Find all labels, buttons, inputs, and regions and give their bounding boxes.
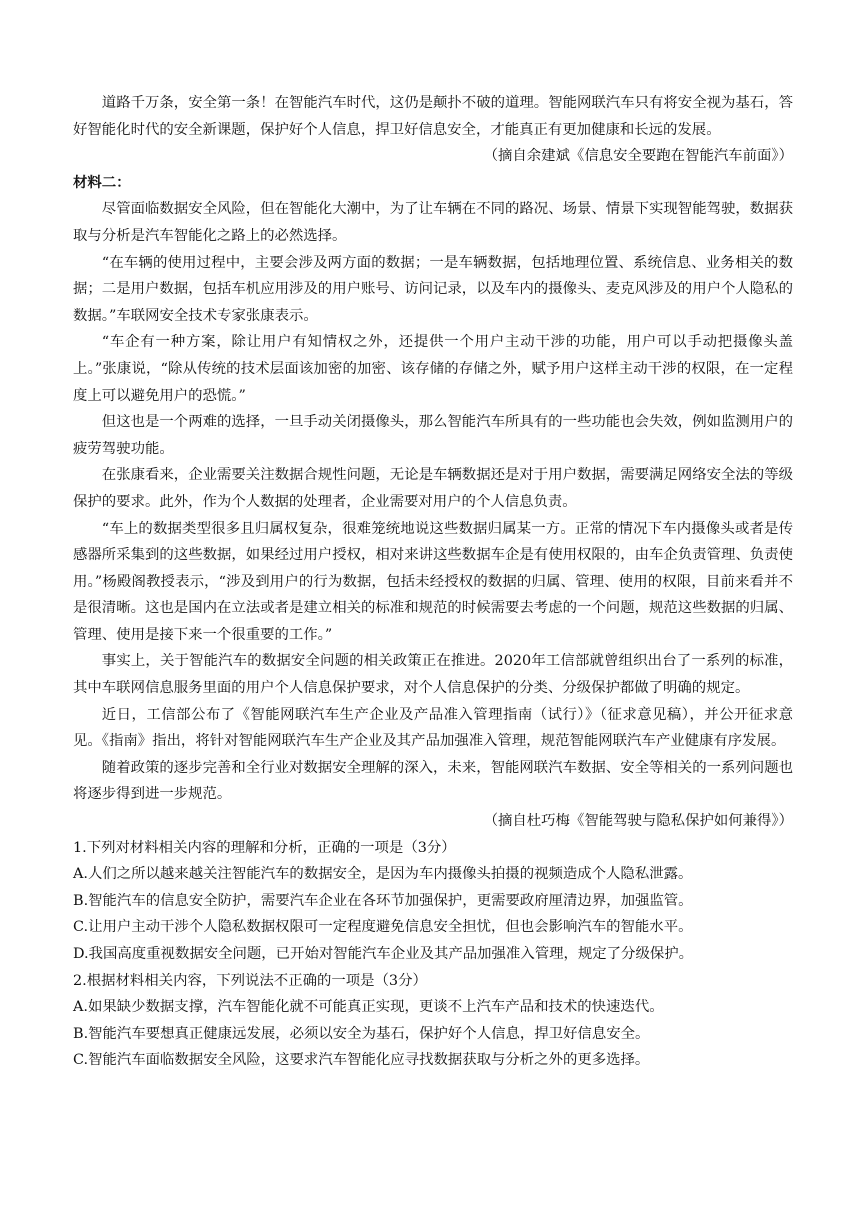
material-two-paragraph: 事实上，关于智能汽车的数据安全问题的相关政策正在推进。2020年工信部就曾组织出台了一系列的标准，其中车联网信息服务里面的用户个人信息保护要求，对个人信息保护的分类、分级保护都做了明确的规定。 bbox=[73, 653, 793, 697]
material-two-paragraph: 近日，工信部公布了《智能网联汽车生产企业及产品准入管理指南（试行）》（征求意见稿），并公开征求意见。《指南》指出，将针对智能网联汽车生产企业及其产品加强准入管理，规范智能网联汽车产业健康有序发展。 bbox=[73, 706, 793, 750]
material-two-paragraph: 随着政策的逐步完善和全行业对数据安全理解的深入，未来，智能网联汽车数据、安全等相关的一系列问题也将逐步得到进一步规范。 bbox=[73, 759, 793, 803]
material-one-closing-paragraph: 道路千万条，安全第一条！在智能汽车时代，这仍是颠扑不破的道理。智能网联汽车只有将安全视为基石，答好智能化时代的安全新课题，保护好个人信息，捍卫好信息安全，才能真正有更加健康和长远的发展。 bbox=[73, 95, 793, 138]
material-two-source: （摘自杜巧梅《智能驾驶与隐私保护如何兼得》） bbox=[483, 813, 793, 830]
exam-page bbox=[73, 90, 793, 1074]
question-1-option-a: A.人们之所以越来越关注智能汽车的数据安全，是因为车内摄像头拍摄的视频造成个人隐私泄露。 bbox=[73, 866, 693, 883]
question-2-option-a: A.如果缺少数据支撑，汽车智能化就不可能真正实现，更谈不上汽车产品和技术的快速迭代。 bbox=[73, 999, 664, 1016]
material-one-source: （摘自余建斌《信息安全要跑在智能汽车前面》） bbox=[483, 148, 793, 165]
question-1-option-d: D.我国高度重视数据安全问题，已开始对智能汽车企业及其产品加强准入管理，规定了分级保护。 bbox=[73, 946, 694, 962]
material-two-paragraph: “在车辆的使用过程中，主要会涉及两方面的数据；一是车辆数据，包括地理位置、系统信息、业务相关的数据；二是用户数据，包括车机应用涉及的用户账号、访问记录，以及车内的摄像头、麦克风涉及的用户个人隐私的数据。”车联网安全技术专家张康表示。 bbox=[73, 254, 793, 324]
material-two-paragraph: 但这也是一个两难的选择，一旦手动关闭摄像头，那么智能汽车所具有的一些功能也会失效，例如监测用户的疲劳驾驶功能。 bbox=[73, 414, 793, 457]
question-2-stem: 2.根据材料相关内容，下列说法不正确的一项是（3分） bbox=[73, 972, 427, 989]
question-1-option-b: B.智能汽车的信息安全防护，需要汽车企业在各环节加强保护，更需要政府厘清边界，加强监管。 bbox=[73, 892, 693, 909]
material-two-paragraph: 在张康看来，企业需要关注数据合规性问题，无论是车辆数据还是对于用户数据，需要满足网络安全法的等级保护的要求。此外，作为个人数据的处理者，企业需要对用户的个人信息负责。 bbox=[73, 467, 793, 510]
question-1-stem: 1.下列对材料相关内容的理解和分析，正确的一项是（3分） bbox=[73, 839, 456, 856]
material-two-heading: 材料二： bbox=[73, 173, 131, 191]
question-2-option-b: B.智能汽车要想真正健康远发展，必须以安全为基石，保护好个人信息，捍卫好信息安全。 bbox=[73, 1025, 650, 1042]
question-2-option-c: C.智能汽车面临数据安全风险，这要求汽车智能化应寻找数据获取与分析之外的更多选择。 bbox=[73, 1052, 650, 1069]
material-two-paragraph: “车企有一种方案，除让用户有知情权之外，还提供一个用户主动干涉的功能，用户可以手动把摄像头盖上。”张康说，“除从传统的技术层面该加密的加密、该存储的存储之外，赋予用户这样主动干涉的权限，在一定程度上可以避免用户的恐慌。” bbox=[73, 334, 793, 404]
question-1-option-c: C.让用户主动干涉个人隐私数据权限可一定程度避免信息安全担忧，但也会影响汽车的智能水平。 bbox=[73, 919, 693, 936]
material-two-paragraph: “车上的数据类型很多且归属权复杂，很难笼统地说这些数据归属某一方。正常的情况下车内摄像头或者是传感器所采集到的这些数据，如果经过用户授权，相对来讲这些数据车企是有使用权限的，由车企负责管理、负责使用。”杨殿阁教授表示，“涉及到用户的行为数据，包括未经授权的数据的归属、管理、使用的权限，目前来看并不是很清晰。这也是国内在立法或者是建立相关的标准和规范的时候需要去考虑的一个问题，规范这些数据的归属、管理、使用是接下来一个很重要的工作。” bbox=[73, 520, 793, 643]
material-two-paragraph: 尽管面临数据安全风险，但在智能化大潮中，为了让车辆在不同的路况、场景、情景下实现智能驾驶，数据获取与分析是汽车智能化之路上的必然选择。 bbox=[73, 201, 793, 244]
